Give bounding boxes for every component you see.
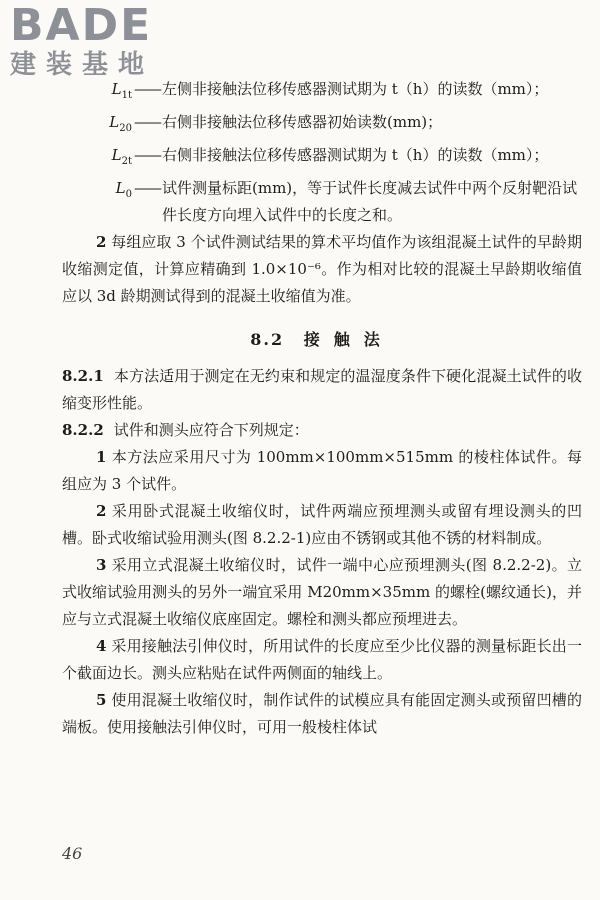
list-item — [62, 498, 582, 552]
item-number: 1 — [96, 448, 107, 466]
term-description: 右侧非接触法位移传感器初始读数(mm)； — [162, 113, 443, 131]
term-dash: —— — [134, 80, 160, 98]
term-symbol: $L_{20}$ — [109, 113, 132, 134]
term-description: 试件测量标距(mm)，等于试件长度减去试件中两个反射靶沿试件长度方向埋入试件中的长度之和。 — [162, 179, 578, 224]
clause-8-2-1 — [62, 363, 582, 417]
list-item — [62, 444, 582, 498]
term-dash: —— — [134, 146, 160, 164]
page-content — [62, 76, 582, 741]
term-l2t — [62, 142, 582, 175]
section-title: 接触法 — [303, 330, 394, 349]
term-symbol: $L_0$ — [115, 179, 132, 200]
term-l20 — [62, 109, 582, 142]
logo-subtitle: 建装基地 — [10, 50, 155, 80]
term-description: 右侧非接触法位移传感器测试期为 t（h）的读数（mm）； — [162, 146, 549, 164]
paragraph-item-2 — [62, 229, 582, 310]
item-text: 采用卧式混凝土收缩仪时，试件两端应预埋测头或留有埋设测头的凹槽。卧式收缩试验用测头(图 8.2.2-1)应由不锈钢或其他不锈的材料制成。 — [62, 502, 582, 547]
clause-text: 本方法适用于测定在无约束和规定的温湿度条件下硬化混凝土试件的收缩变形性能。 — [62, 367, 582, 412]
list-item — [62, 552, 582, 633]
clause-number: 8.2.1 — [62, 367, 104, 385]
item-text: 采用立式混凝土收缩仪时，试件一端中心应预埋测头(图 8.2.2-2)。立式收缩试验用测头的另外一端宜采用 M20mm×35mm 的螺栓(螺纹通长)，并应与立式混凝土收缩仪底座固定。螺栓和测头都应预埋进去。 — [62, 556, 582, 628]
list-item — [62, 633, 582, 687]
item-text: 每组应取 3 个试件测试结果的算术平均值作为该组混凝土试件的早龄期收缩测定值，计算应精确到 1.0×10⁻⁶。作为相对比较的混凝土早龄期收缩值应以 3d 龄期测试得到的混凝土收缩值为准。 — [62, 233, 582, 305]
item-number: 2 — [96, 502, 107, 520]
logo-brand-text: BADE — [10, 0, 153, 51]
term-description: 左侧非接触法位移传感器测试期为 t（h）的读数（mm）； — [162, 80, 549, 98]
clause-8-2-2 — [62, 417, 582, 444]
item-text: 使用混凝土收缩仪时，制作试件的试模应具有能固定测头或预留凹槽的端板。使用接触法引伸仪时，可用一般棱柱体试 — [62, 691, 582, 736]
item-number: 5 — [96, 691, 107, 709]
clause-number: 8.2.2 — [62, 421, 104, 439]
item-number: 3 — [96, 556, 107, 574]
clause-text: 试件和测头应符合下列规定： — [113, 421, 309, 439]
item-text: 采用接触法引伸仪时，所用试件的长度应至少比仪器的测量标距长出一个截面边长。测头应粘贴在试件两侧面的轴线上。 — [62, 637, 582, 682]
item-number: 2 — [96, 233, 107, 251]
bade-logo — [10, 0, 180, 80]
term-symbol: $L_{2t}$ — [111, 146, 132, 167]
term-dash: —— — [134, 113, 160, 131]
term-symbol: $L_{1t}$ — [111, 80, 132, 101]
section-heading — [62, 326, 582, 353]
term-l0 — [62, 175, 582, 229]
term-l1t — [62, 76, 582, 109]
item-number: 4 — [96, 637, 107, 655]
section-number: 8.2 — [250, 330, 285, 349]
page-number: 46 — [62, 844, 83, 863]
term-dash: —— — [134, 179, 160, 197]
list-item — [62, 687, 582, 741]
item-text: 本方法应采用尺寸为 100mm×100mm×515mm 的棱柱体试件。每组应为 3 个试件。 — [62, 448, 582, 493]
